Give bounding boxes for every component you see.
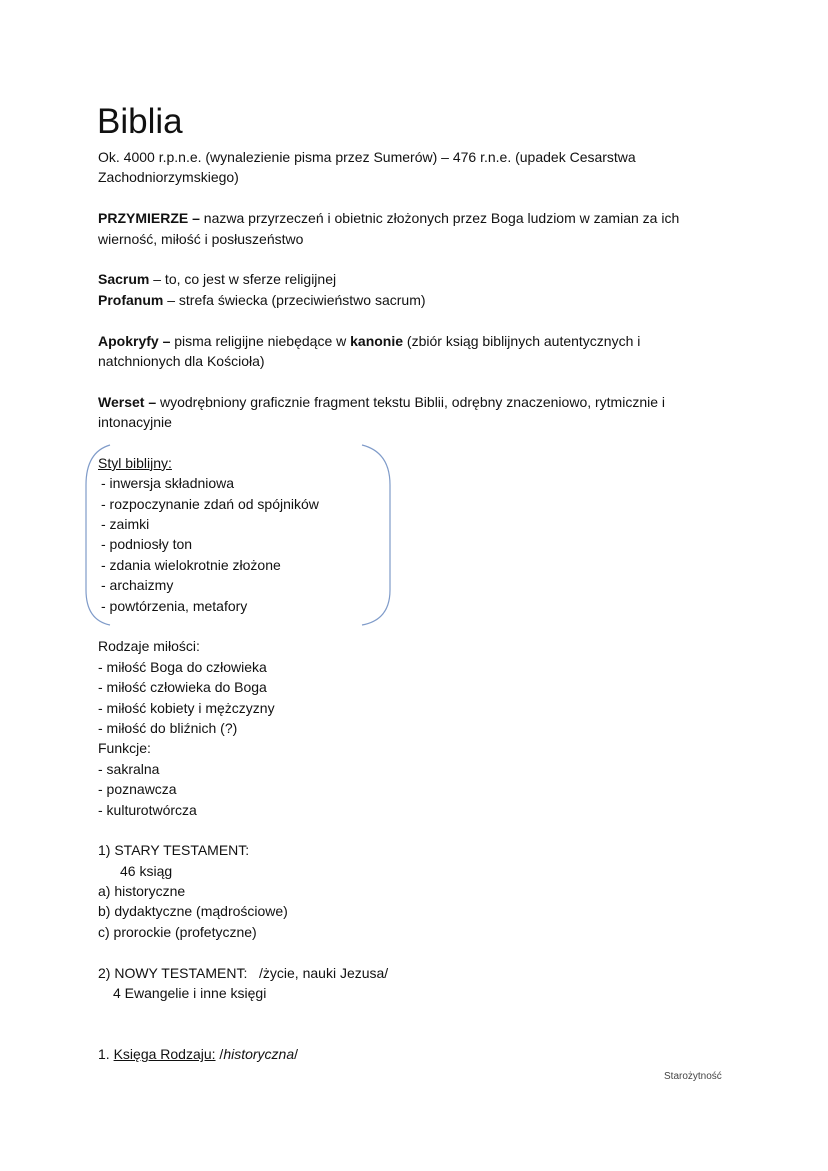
dates-line: Zachodniorzymskiego) — [98, 169, 239, 186]
document-body — [98, 147, 758, 1065]
list-item: - miłość człowieka do Boga — [98, 679, 267, 696]
ksiega-heading: 1. Księga Rodzaju: /historyczna/ — [98, 1046, 299, 1063]
werset-definition: Werset – wyodrębniony graficznie fragment tekstu Biblii, odrębny znaczeniowo, rytmicznie i — [98, 393, 666, 410]
list-item: c) prorockie (profetyczne) — [98, 923, 257, 940]
dates-line: Ok. 4000 r.p.n.e. (wynalezienie pisma przez Sumerów) – 476 r.n.e. (upadek Cesarstwa — [98, 149, 636, 165]
milosc-heading: Rodzaje miłości: — [98, 638, 200, 655]
list-item: - poznawcza — [98, 781, 177, 798]
list-item: a) historyczne — [98, 883, 186, 900]
page-footer: Starożytność — [664, 1071, 722, 1082]
list-item: - miłość Boga do człowieka — [98, 658, 267, 675]
sacrum-definition: Sacrum – to, co jest w sferze religijnej — [98, 271, 337, 288]
apokryfy-definition-cont: natchnionych dla Kościoła) — [98, 352, 265, 369]
styl-heading: Styl biblijny: — [98, 454, 172, 471]
list-item: - podniosły ton — [101, 536, 193, 553]
list-item: - kulturotwórcza — [98, 801, 197, 818]
list-item: - powtórzenia, metafory — [101, 597, 248, 614]
przymierze-definition-cont: wierność, miłość i posłuszeństwo — [98, 230, 304, 247]
profanum-definition: Profanum – strefa świecka (przeciwieństwo sacrum) — [98, 291, 426, 308]
list-item: - miłość do bliźnich (?) — [98, 719, 238, 736]
st-heading: 1) STARY TESTAMENT: — [98, 842, 250, 859]
nt-sub: 4 Ewangelie i inne księgi — [113, 985, 267, 1002]
nt-heading: 2) NOWY TESTAMENT: /życie, nauki Jezusa/ — [98, 964, 389, 981]
apokryfy-definition: Apokryfy – pisma religijne niebędące w kanonie (zbiór ksiąg biblijnych autentycznych i — [98, 332, 641, 349]
list-item: - miłość kobiety i mężczyzny — [98, 699, 275, 716]
st-count: 46 ksiąg — [120, 862, 173, 879]
werset-definition-cont: intonacyjnie — [98, 414, 172, 431]
funkcje-heading: Funkcje: — [98, 740, 151, 757]
page-title: Biblia — [97, 102, 183, 141]
list-item: - zdania wielokrotnie złożone — [101, 556, 281, 573]
list-item: - sakralna — [98, 760, 160, 777]
list-item: b) dydaktyczne (mądrościowe) — [98, 903, 288, 920]
list-item: - archaizmy — [101, 577, 174, 594]
list-item: - rozpoczynanie zdań od spójników — [101, 495, 319, 512]
list-item: - inwersja składniowa — [101, 475, 235, 492]
przymierze-definition: PRZYMIERZE – nazwa przyrzeczeń i obietnic złożonych przez Boga ludziom w zamian za ich — [98, 210, 680, 227]
list-item: - zaimki — [101, 516, 150, 533]
